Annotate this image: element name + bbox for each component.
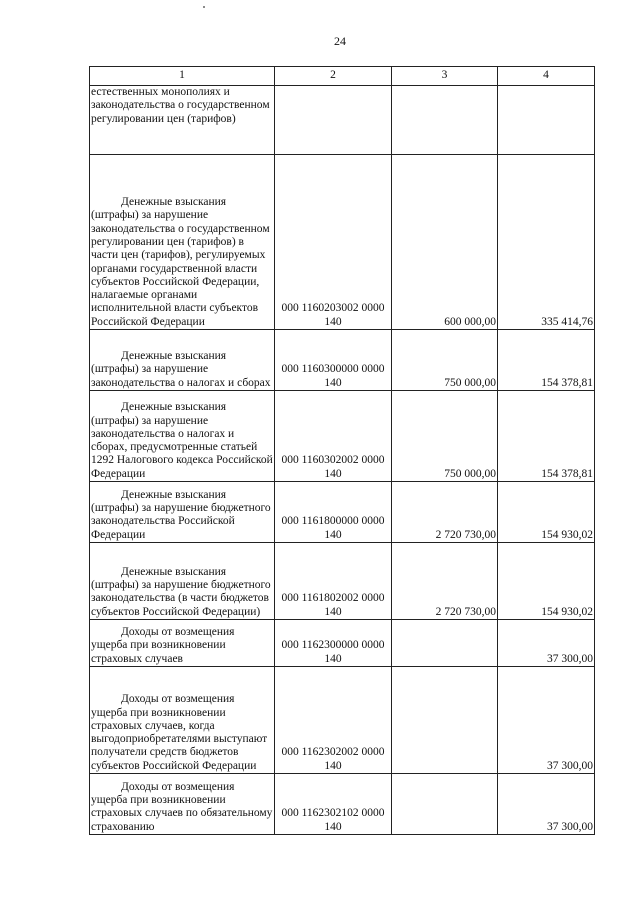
row-planned-amount bbox=[392, 667, 498, 774]
table-row bbox=[90, 391, 595, 482]
row-budget-code: 000 1162302102 0000 140 bbox=[275, 774, 392, 835]
row-planned-amount: 750 000,00 bbox=[392, 330, 498, 391]
page-number: 24 bbox=[334, 34, 346, 48]
row-budget-code: 000 1162300000 0000 140 bbox=[275, 620, 392, 667]
row-planned-amount bbox=[392, 86, 498, 155]
row-actual-amount bbox=[498, 86, 595, 155]
table-row bbox=[90, 543, 595, 620]
scan-speck bbox=[203, 6, 205, 8]
table-row bbox=[90, 330, 595, 391]
row-actual-amount: 37 300,00 bbox=[498, 667, 595, 774]
revenue-table bbox=[89, 66, 595, 835]
column-header: 3 bbox=[392, 67, 498, 86]
column-header: 2 bbox=[275, 67, 392, 86]
row-description: Денежные взыскания (штрафы) за нарушение бюджетного законодательства Российской Федерации bbox=[90, 482, 275, 543]
row-actual-amount: 154 378,81 bbox=[498, 330, 595, 391]
row-description: Доходы от возмещения ущерба при возникновении страховых случаев, когда выгодоприобретателями выступают получатели средств бюджетов субъектов Российской Федерации bbox=[90, 667, 275, 774]
table-row bbox=[90, 155, 595, 330]
table-row bbox=[90, 620, 595, 667]
row-description: Денежные взыскания (штрафы) за нарушение законодательства о налогах и сборах, предусмотренные статьей 1292 Налогового кодекса Российской Федерации bbox=[90, 391, 275, 482]
column-header: 4 bbox=[498, 67, 595, 86]
row-budget-code: 000 1160203002 0000 140 bbox=[275, 155, 392, 330]
row-description: Денежные взыскания (штрафы) за нарушение законодательства о налогах и сборах bbox=[90, 330, 275, 391]
row-actual-amount: 335 414,76 bbox=[498, 155, 595, 330]
row-planned-amount: 2 720 730,00 bbox=[392, 482, 498, 543]
row-planned-amount: 2 720 730,00 bbox=[392, 543, 498, 620]
row-budget-code bbox=[275, 86, 392, 155]
row-budget-code: 000 1162302002 0000 140 bbox=[275, 667, 392, 774]
table-header-row bbox=[90, 67, 595, 86]
table-row bbox=[90, 774, 595, 835]
row-planned-amount: 600 000,00 bbox=[392, 155, 498, 330]
row-planned-amount bbox=[392, 620, 498, 667]
row-planned-amount: 750 000,00 bbox=[392, 391, 498, 482]
table-row bbox=[90, 482, 595, 543]
row-actual-amount: 154 378,81 bbox=[498, 391, 595, 482]
row-budget-code: 000 1161800000 0000 140 bbox=[275, 482, 392, 543]
row-actual-amount: 154 930,02 bbox=[498, 543, 595, 620]
row-description: Денежные взыскания (штрафы) за нарушение законодательства о государственном регулировании цен (тарифов) в части цен (тарифов), регулируемых органами государственной власти субъектов Российской Федерации, налагаемые органами исполнительной власти субъектов Российской Федерации bbox=[90, 155, 275, 330]
row-actual-amount: 37 300,00 bbox=[498, 774, 595, 835]
table-row bbox=[90, 667, 595, 774]
row-budget-code: 000 1161802002 0000 140 bbox=[275, 543, 392, 620]
row-description: Доходы от возмещения ущерба при возникновении страховых случаев bbox=[90, 620, 275, 667]
row-description: Денежные взыскания (штрафы) за нарушение бюджетного законодательства (в части бюджетов субъектов Российской Федерации) bbox=[90, 543, 275, 620]
row-budget-code: 000 1160302002 0000 140 bbox=[275, 391, 392, 482]
row-planned-amount bbox=[392, 774, 498, 835]
column-header: 1 bbox=[90, 67, 275, 86]
row-budget-code: 000 1160300000 0000 140 bbox=[275, 330, 392, 391]
row-description: Доходы от возмещения ущерба при возникновении страховых случаев по обязательному страхованию bbox=[90, 774, 275, 835]
row-description: естественных монополиях и законодательства о государственном регулировании цен (тарифов) bbox=[90, 86, 275, 155]
table-row bbox=[90, 86, 595, 155]
row-actual-amount: 154 930,02 bbox=[498, 482, 595, 543]
row-actual-amount: 37 300,00 bbox=[498, 620, 595, 667]
